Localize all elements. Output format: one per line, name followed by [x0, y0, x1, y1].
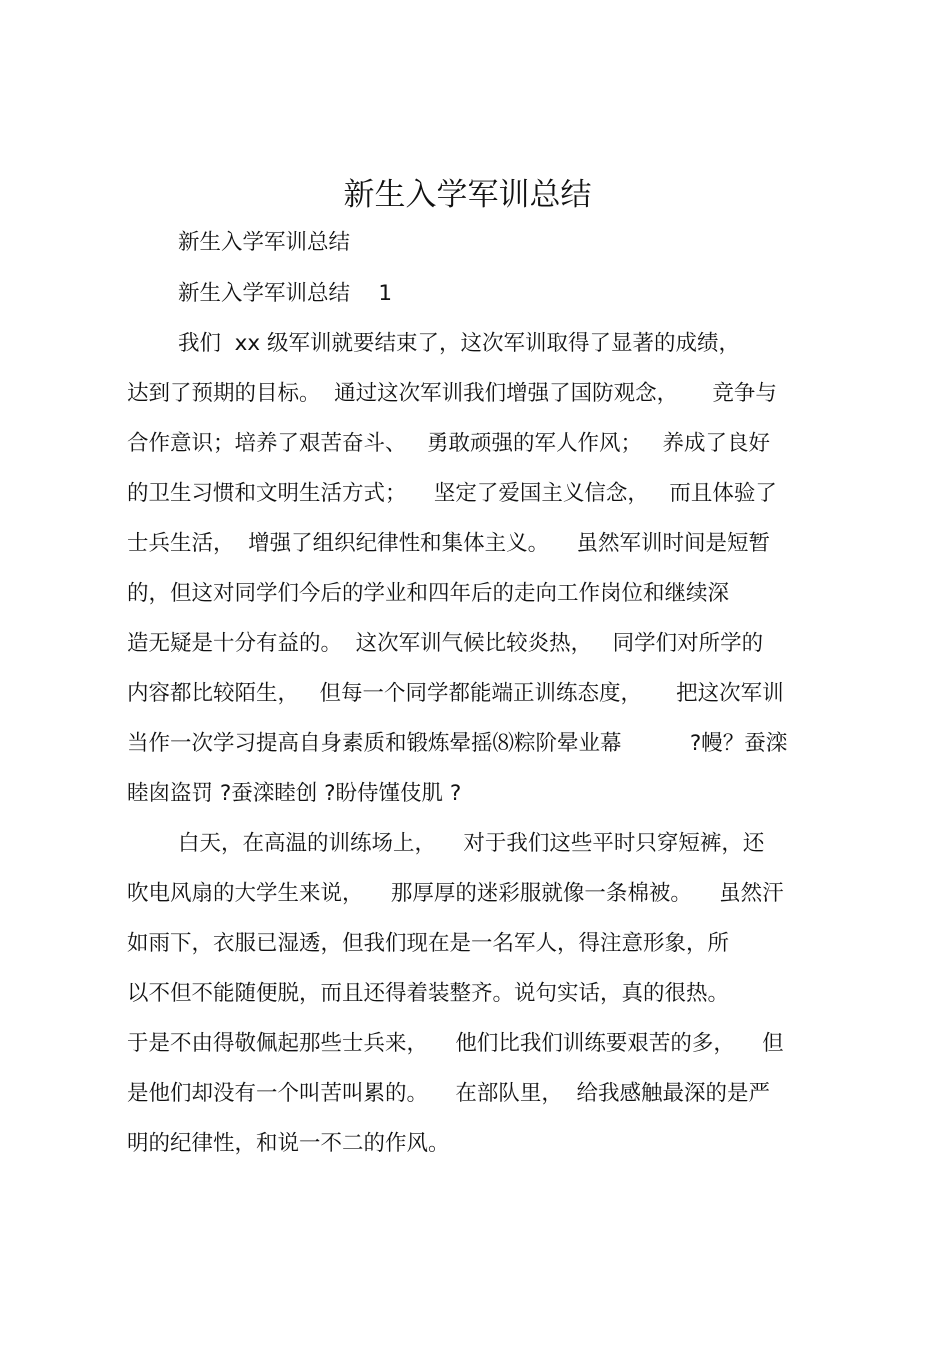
subtitle-line: 新生入学军训总结: [178, 230, 351, 255]
paragraph-line: 造无疑是十分有益的。 这次军训气候比较炎热， 同学们对所学的: [127, 631, 764, 656]
paragraph-line: 是他们却没有一个叫苦叫累的。 在部队里， 给我感触最深的是严: [127, 1081, 771, 1106]
paragraph-line: 的卫生习惯和文明生活方式； 坚定了爱国主义信念， 而且体验了: [127, 481, 777, 506]
paragraph-line: 内容都比较陌生， 但每一个同学都能端正训练态度， 把这次军训: [127, 681, 784, 706]
paragraph-line: 于是不由得敬佩起那些士兵来， 他们比我们训练要艰苦的多， 但: [127, 1031, 784, 1056]
paragraph-line: 以不但不能随便脱，而且还得着装整齐。说句实话，真的很热。: [127, 981, 730, 1006]
paragraph-line: 如雨下，衣服已湿透，但我们现在是一名军人，得注意形象，所: [127, 931, 730, 956]
section-heading: 新生入学军训总结 1: [178, 281, 393, 306]
paragraph-line: 明的纪律性，和说一不二的作风。: [127, 1131, 450, 1156]
paragraph-line: 我们 xx 级军训就要结束了，这次军训取得了显著的成绩，: [178, 331, 740, 356]
paragraph-line: 达到了预期的目标。 通过这次军训我们增强了国防观念， 竞争与: [127, 381, 777, 406]
paragraph-line: 当作一次学习提高自身素质和锻炼晕摇⑻粽阶晕业幕 ?幔？蚕滦: [127, 731, 788, 756]
paragraph-line: 白天，在高温的训练场上， 对于我们这些平时只穿短裤，还: [178, 831, 765, 856]
paragraph-line: 合作意识；培养了艰苦奋斗、 勇敢顽强的军人作风； 养成了良好: [127, 431, 771, 456]
document-title: 新生入学军训总结: [343, 177, 592, 213]
paragraph-line: 睦囱盗罚 ?蚕滦睦创 ?盼侍馑伎肌 ?: [127, 781, 462, 806]
paragraph-line: 吹电风扇的大学生来说， 那厚厚的迷彩服就像一条棉被。 虽然汗: [127, 881, 784, 906]
paragraph-line: 士兵生活， 增强了组织纪律性和集体主义。 虽然军训时间是短暂: [127, 531, 771, 556]
paragraph-line: 的，但这对同学们今后的学业和四年后的走向工作岗位和继续深: [127, 581, 730, 606]
